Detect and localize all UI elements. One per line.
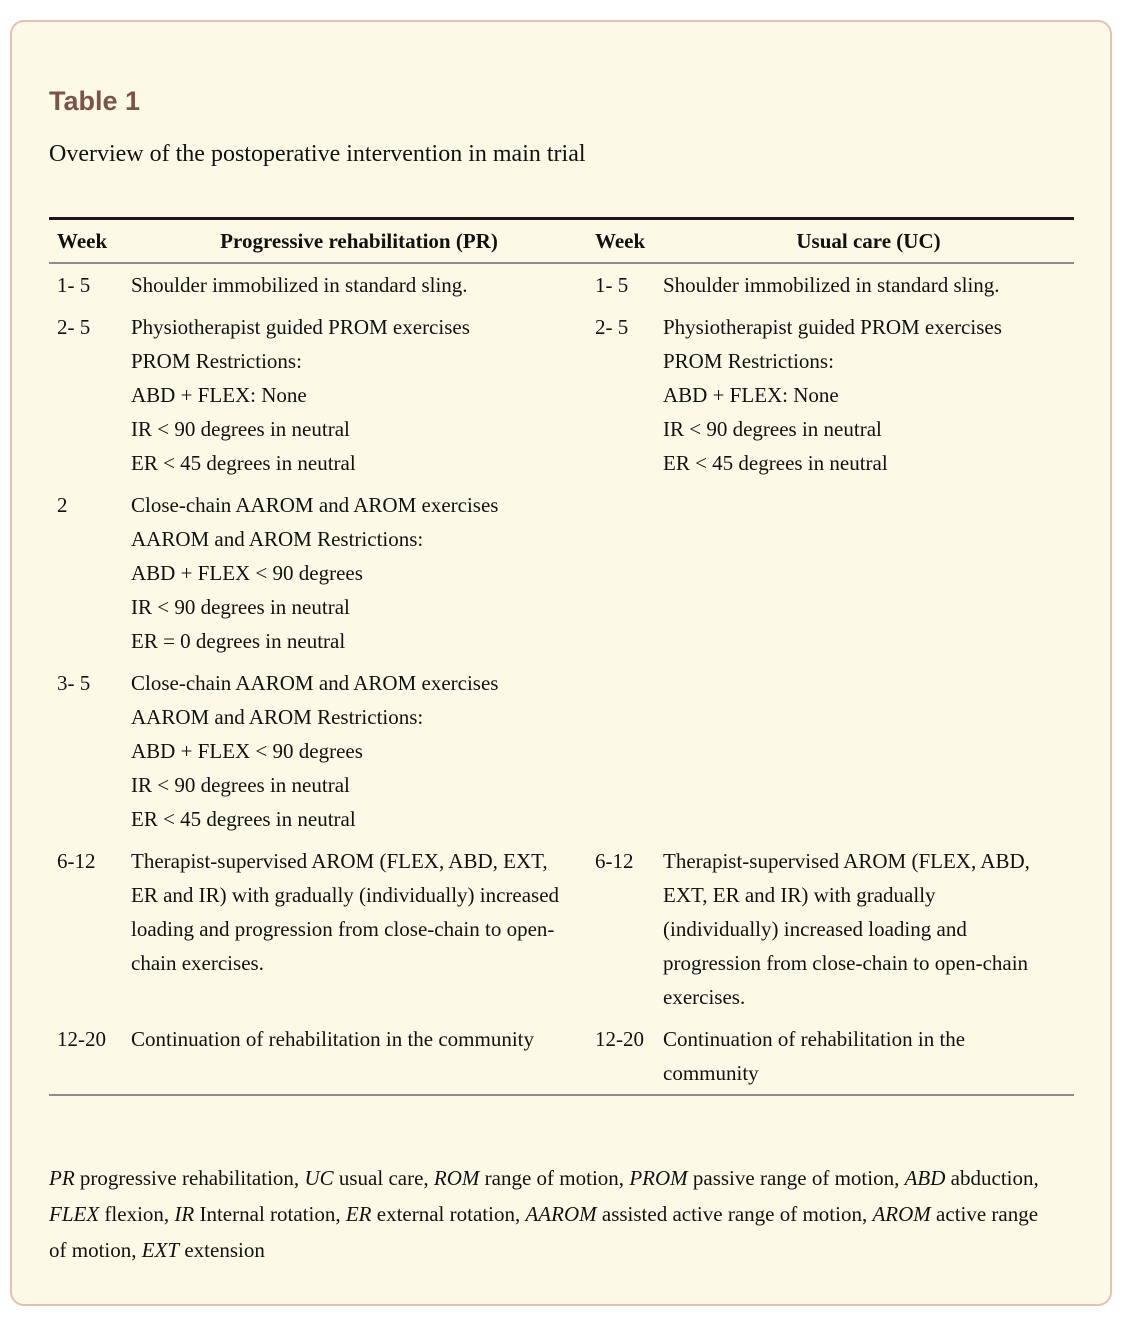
uc-week-cell: [587, 666, 663, 836]
uc-week-cell: [587, 268, 663, 302]
table-text-line: Close-chain AAROM and AROM exercises: [131, 493, 499, 517]
footnote-line: [49, 1160, 1089, 1196]
table-text-line: 2- 5: [595, 315, 629, 339]
table-text-line: PROM Restrictions:: [131, 349, 302, 373]
abbreviation-definition: abduction,: [945, 1166, 1039, 1190]
abbreviation-definition: progressive rehabilitation,: [74, 1166, 305, 1190]
uc-desc-cell: [663, 268, 1074, 302]
abbreviation-term: ROM: [433, 1166, 480, 1190]
footnote-line: [49, 1232, 1089, 1268]
uc-desc-cell: [663, 844, 1074, 1014]
pr-week-cell: [49, 1022, 131, 1090]
footnote-line: [49, 1196, 1089, 1232]
table-text-line: Physiotherapist guided PROM exercises: [663, 315, 1002, 339]
table-text-line: Therapist-supervised AROM (FLEX, ABD,: [663, 849, 1030, 873]
table-text-line: loading and progression from close-chain to open-: [131, 917, 555, 941]
table-text-line: Continuation of rehabilitation in the: [663, 1027, 966, 1051]
table-row: [49, 484, 1074, 662]
table-text-line: 3- 5: [57, 671, 91, 695]
col-header-progressive-rehabilitation: Progressive rehabilitation (PR): [220, 229, 498, 253]
table-text-line: 2- 5: [57, 315, 91, 339]
table-text-line: ER < 45 degrees in neutral: [663, 451, 888, 475]
table-text-line: 1- 5: [595, 273, 629, 297]
abbreviation-definition: passive range of motion,: [687, 1166, 905, 1190]
table-text-line: chain exercises.: [131, 951, 264, 975]
abbreviation-term: ER: [345, 1202, 372, 1226]
abbreviation-definition: usual care,: [333, 1166, 434, 1190]
abbreviation-term: PR: [49, 1166, 75, 1190]
pr-week-cell: [49, 844, 131, 1014]
table-text-line: Therapist-supervised AROM (FLEX, ABD, EXT,: [131, 849, 548, 873]
table-label: Table 1: [49, 86, 141, 116]
table-text-line: 12-20: [57, 1027, 106, 1051]
table-text-line: Continuation of rehabilitation in the community: [131, 1027, 535, 1051]
uc-desc-cell: [663, 1022, 1074, 1090]
abbreviation-definition: external rotation,: [371, 1202, 526, 1226]
uc-desc-cell: [663, 488, 1074, 658]
uc-desc-cell: [663, 310, 1074, 480]
pr-week-cell: [49, 488, 131, 658]
col-header-week-uc: Week: [595, 229, 646, 253]
table-text-line: (individually) increased loading and: [663, 917, 967, 941]
table-text-line: IR < 90 degrees in neutral: [663, 417, 882, 441]
table-text-line: PROM Restrictions:: [663, 349, 834, 373]
pr-desc-cell: [131, 310, 587, 480]
table-text-line: progression from close-chain to open-chain: [663, 951, 1029, 975]
table-row: [49, 662, 1074, 840]
abbreviation-term: EXT: [141, 1238, 180, 1262]
abbreviation-definition: Internal rotation,: [194, 1202, 346, 1226]
pr-desc-cell: [131, 268, 587, 302]
pr-desc-cell: [131, 844, 587, 1014]
uc-week-cell: [587, 1022, 663, 1090]
table-text-line: ER and IR) with gradually (individually) increased: [131, 883, 560, 907]
table-footnote: [49, 1160, 1089, 1268]
table-text-line: IR < 90 degrees in neutral: [131, 595, 350, 619]
table-text-line: 6-12: [57, 849, 96, 873]
abbreviation-term: ABD: [904, 1166, 946, 1190]
table-text-line: ER = 0 degrees in neutral: [131, 629, 346, 653]
table-text-line: community: [663, 1061, 759, 1085]
col-header-usual-care: Usual care (UC): [796, 229, 941, 253]
table-row: [49, 1018, 1074, 1094]
table-text-line: ABD + FLEX < 90 degrees: [131, 561, 363, 585]
abbreviation-term: AROM: [872, 1202, 931, 1226]
table-text-line: IR < 90 degrees in neutral: [131, 773, 350, 797]
table-text-line: IR < 90 degrees in neutral: [131, 417, 350, 441]
abbreviation-definition: assisted active range of motion,: [596, 1202, 873, 1226]
table-caption: Overview of the postoperative intervention in main trial: [49, 141, 586, 167]
uc-desc-cell: [663, 666, 1074, 836]
pr-week-cell: [49, 666, 131, 836]
pr-desc-cell: [131, 666, 587, 836]
pr-week-cell: [49, 268, 131, 302]
table-text-line: Close-chain AAROM and AROM exercises: [131, 671, 499, 695]
table-text-line: EXT, ER and IR) with gradually: [663, 883, 936, 907]
table-row: [49, 840, 1074, 1018]
abbreviation-term: IR: [174, 1202, 195, 1226]
abbreviation-definition: of motion,: [49, 1238, 142, 1262]
uc-week-cell: [587, 310, 663, 480]
abbreviation-term: AAROM: [525, 1202, 597, 1226]
uc-week-cell: [587, 488, 663, 658]
abbreviation-term: PROM: [629, 1166, 688, 1190]
table-header-row: [49, 217, 1074, 264]
pr-desc-cell: [131, 488, 587, 658]
table-text-line: AAROM and AROM Restrictions:: [131, 705, 424, 729]
table-text-line: 1- 5: [57, 273, 91, 297]
table-text-line: ABD + FLEX: None: [663, 383, 839, 407]
pr-desc-cell: [131, 1022, 587, 1090]
abbreviation-term: FLEX: [49, 1202, 100, 1226]
table-text-line: ABD + FLEX: None: [131, 383, 307, 407]
pr-week-cell: [49, 310, 131, 480]
table-figure-card: [10, 20, 1112, 1306]
abbreviation-definition: active range: [930, 1202, 1039, 1226]
intervention-table: [49, 217, 1074, 1096]
table-text-line: 2: [57, 493, 68, 517]
table-text-line: Shoulder immobilized in standard sling.: [663, 273, 1000, 297]
uc-week-cell: [587, 844, 663, 1014]
table-body: [49, 264, 1074, 1096]
table-text-line: 6-12: [595, 849, 634, 873]
table-text-line: ER < 45 degrees in neutral: [131, 807, 356, 831]
table-text-line: ER < 45 degrees in neutral: [131, 451, 356, 475]
abbreviation-term: UC: [304, 1166, 334, 1190]
abbreviation-definition: extension: [179, 1238, 265, 1262]
table-text-line: Physiotherapist guided PROM exercises: [131, 315, 470, 339]
abbreviation-definition: flexion,: [99, 1202, 175, 1226]
table-text-line: Shoulder immobilized in standard sling.: [131, 273, 468, 297]
table-row: [49, 306, 1074, 484]
table-row: [49, 264, 1074, 306]
table-text-line: 12-20: [595, 1027, 644, 1051]
table-text-line: exercises.: [663, 985, 746, 1009]
col-header-week-pr: Week: [57, 229, 108, 253]
abbreviation-definition: range of motion,: [479, 1166, 630, 1190]
table-text-line: ABD + FLEX < 90 degrees: [131, 739, 363, 763]
table-text-line: AAROM and AROM Restrictions:: [131, 527, 424, 551]
